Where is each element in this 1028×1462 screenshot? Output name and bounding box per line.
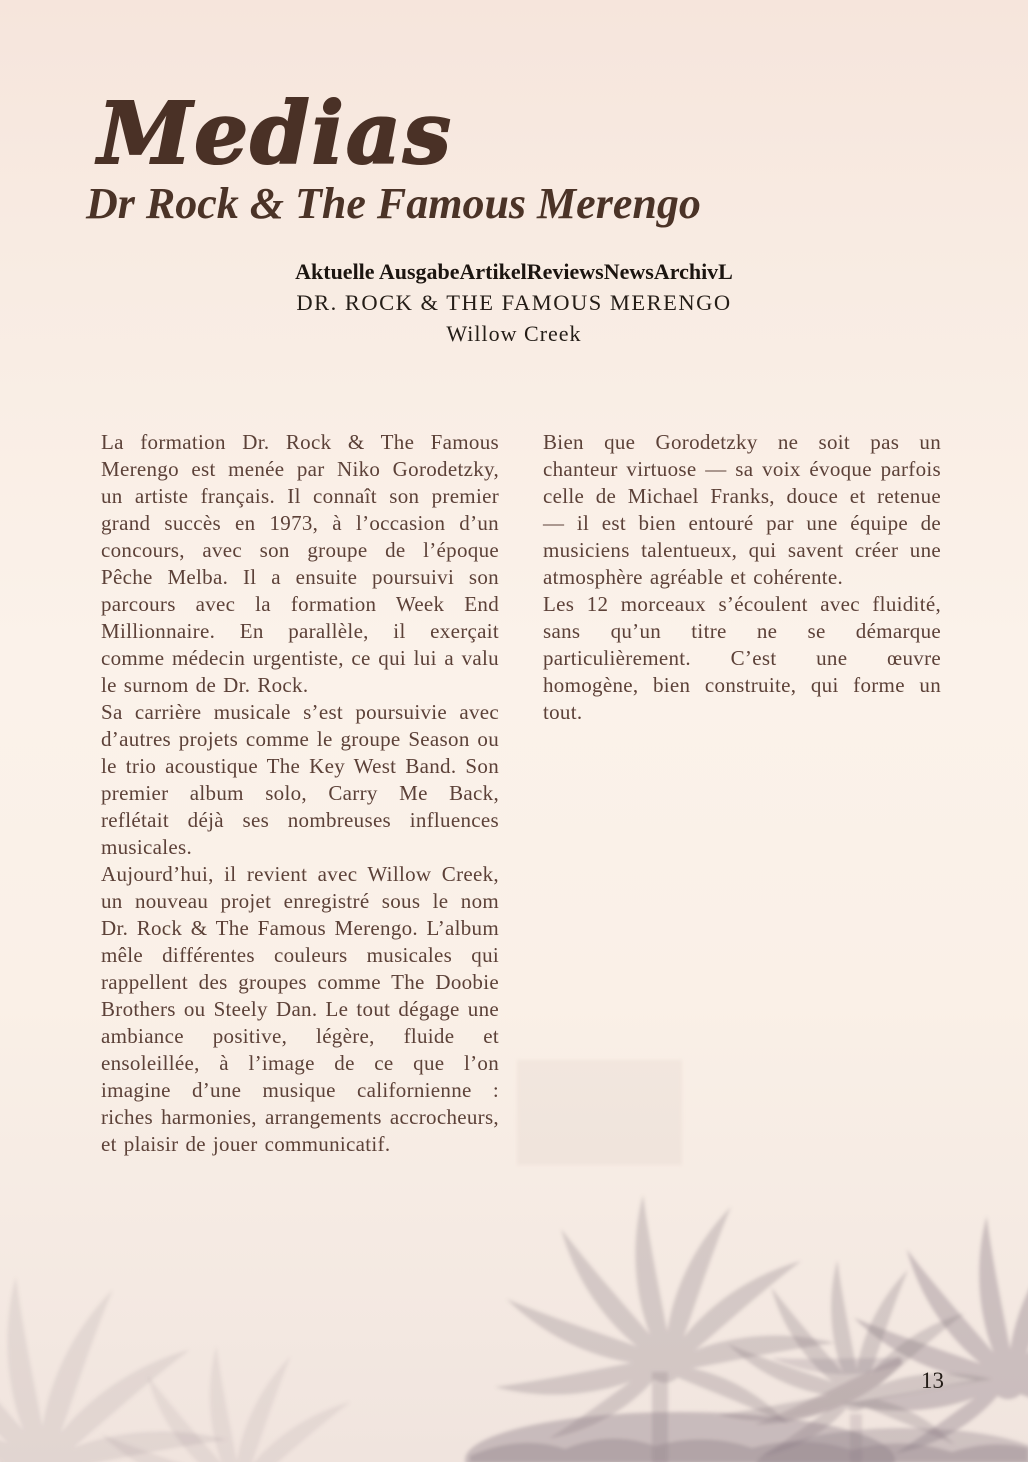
site-nav-text: Aktuelle AusgabeArtikelReviewsNewsArchivL [295, 259, 733, 284]
paragraph: Aujourd’hui, il revient avec Willow Creek, un nouveau projet enregistré sous le nom Dr. Rock & The Famous Merengo. L’album mêle différentes couleurs musicales qui rappellent des groupes comme The Doobie Brothers ou Steely Dan. Le tout dégage une ambiance positive, légère, fluide et ensoleillée, à l’image de ce que l’on imagine d’une musique californienne : riches harmonies, arrangements accrocheurs, et plaisir de jouer communicatif. [101, 862, 499, 1156]
page-number: 13 [921, 1368, 944, 1393]
paragraph: Sa carrière musicale s’est poursuivie avec d’autres projets comme le groupe Season ou le trio acoustique The Key West Band. Son premier album solo, Carry Me Back, reflétait déjà ses nombreuses influences musicales. [101, 700, 499, 859]
paragraph: La formation Dr. Rock & The Famous Merengo est menée par Niko Gorodetzky, un artiste français. Il connaît son premier grand succès en 1973, à l’occasion d’un concours, avec son groupe de l’époque Pêche Melba. Il a ensuite poursuivi son parcours avec la formation Week End Millionnaire. En parallèle, il exerçait comme médecin urgentiste, ce qui lui a valu le surnom de Dr. Rock. [101, 430, 499, 697]
paragraph: Bien que Gorodetzky ne soit pas un chanteur virtuose — sa voix évoque parfois celle de Michael Franks, douce et retenue — il est bien entouré par une équipe de musiciens talentueux, qui savent créer une atmosphère agréable et cohérente. [543, 430, 941, 589]
page-subtitle: Dr Rock & The Famous Merengo [86, 179, 701, 228]
article-column-left [101, 429, 499, 1158]
album-title-line: Willow Creek [446, 321, 582, 346]
article-header [0, 256, 1028, 349]
article-body [101, 429, 941, 1158]
page-title: Medias [98, 84, 453, 184]
band-name-line: DR. ROCK & THE FAMOUS MERENGO [296, 290, 732, 315]
article-column-right [543, 429, 941, 1158]
paragraph: Les 12 morceaux s’écoulent avec fluidité, sans qu’un titre ne se démarque particulièrement. C’est une œuvre homogène, bien construite, qui forme un tout. [543, 592, 941, 724]
